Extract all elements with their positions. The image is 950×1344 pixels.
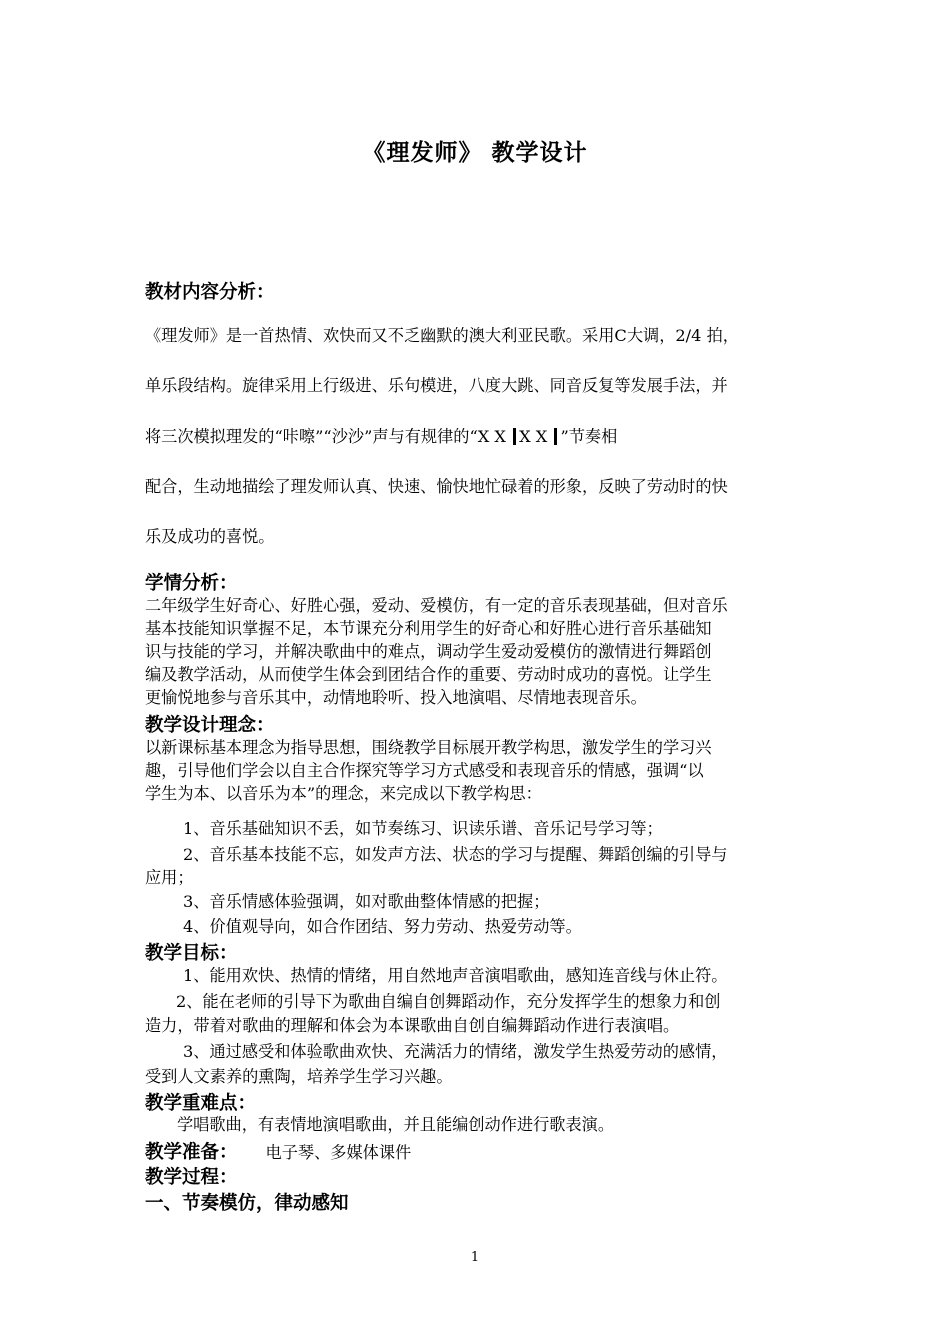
barline-mark (513, 428, 516, 445)
preparation-row (145, 1138, 411, 1164)
material-analysis-heading: 教材内容分析： (145, 282, 275, 303)
material-line-2: 单乐段结构。旋律采用上行级进、乐句模进，八度大跳、同音反复等发展手法，并 (145, 376, 728, 395)
material-line-5: 乐及成功的喜悦。 (145, 527, 275, 546)
page-number: 1 (470, 1250, 480, 1265)
student-analysis-heading: 学情分析： (145, 573, 238, 594)
concept-item-1: 1、音乐基础知识不丢，如节奏练习、识读乐谱、音乐记号学习等； (183, 819, 663, 838)
rhythm-text-after: ”节奏相 (560, 427, 618, 446)
preparation-heading: 教学准备： (145, 1142, 238, 1163)
teaching-goals-heading: 教学目标： (145, 943, 238, 964)
barline-mark (554, 428, 557, 445)
goal-item-2: 2、能在老师的引导下为歌曲自编自创舞蹈动作，充分发挥学生的想象力和创 (176, 992, 721, 1011)
concept-item-2: 2、音乐基本技能不忘，如发声方法、状态的学习与提醒、舞蹈创编的引导与 (183, 845, 728, 864)
concept-item-4: 4、价值观导向，如合作团结、努力劳动、热爱劳动等。 (183, 917, 582, 936)
concept-line-3: 学生为本、以音乐为本”的理念，来完成以下教学构思： (145, 784, 542, 803)
goal-item-3: 3、通过感受和体验歌曲欢快、充满活力的情绪，激发学生热爱劳动的感情， (183, 1042, 728, 1061)
rhythm-text-before: 将三次模拟理发的“咔嚓”“沙沙”声与有规律的“X X (145, 427, 512, 446)
process-section-1: 一、节奏模仿，律动感知 (145, 1193, 349, 1214)
goal-item-2-cont: 造力，带着对歌曲的理解和体会为本课歌曲自创自编舞蹈动作进行表演唱。 (145, 1016, 680, 1035)
student-line-5: 更愉悦地参与音乐其中，动情地聆听、投入地演唱、尽情地表现音乐。 (145, 688, 647, 707)
student-line-4: 编及教学活动，从而使学生体会到团结合作的重要、劳动时成功的喜悦。让学生 (145, 665, 712, 684)
student-line-3: 识与技能的学习，并解决歌曲中的难点，调动学生爱动爱模仿的激情进行舞蹈创 (145, 642, 712, 661)
design-concept-heading: 教学设计理念： (145, 715, 275, 736)
key-points-heading: 教学重难点： (145, 1093, 257, 1114)
material-line-1: 《理发师》是一首热情、欢快而又不乏幽默的澳大利亚民歌。采用C大调，2/4 拍， (145, 326, 739, 345)
document-title: 《理发师》 教学设计 (362, 140, 588, 166)
rhythm-text-mid: X X (519, 427, 553, 446)
student-line-2: 基本技能知识掌握不足，本节课充分利用学生的好奇心和好胜心进行音乐基础知 (145, 619, 712, 638)
goal-item-3-cont: 受到人文素养的熏陶，培养学生学习兴趣。 (145, 1067, 453, 1086)
concept-line-1: 以新课标基本理念为指导思想，围绕教学目标展开教学构思，激发学生的学习兴 (145, 738, 712, 757)
concept-item-2-cont: 应用； (145, 868, 194, 887)
material-line-4: 配合，生动地描绘了理发师认真、快速、愉快地忙碌着的形象，反映了劳动时的快 (145, 477, 728, 496)
student-line-1: 二年级学生好奇心、好胜心强，爱动、爱模仿，有一定的音乐表现基础，但对音乐 (145, 596, 728, 615)
concept-item-3: 3、音乐情感体验强调，如对歌曲整体情感的把握； (183, 892, 550, 911)
key-points-text: 学唱歌曲，有表情地演唱歌曲，并且能编创动作进行歌表演。 (177, 1115, 615, 1134)
preparation-text: 电子琴、多媒体课件 (265, 1143, 412, 1162)
concept-line-2: 趣，引导他们学会以自主合作探究等学习方式感受和表现音乐的情感，强调“以 (145, 761, 704, 780)
material-line-3 (145, 427, 617, 447)
goal-item-1: 1、能用欢快、热情的情绪，用自然地声音演唱歌曲，感知连音线与休止符。 (183, 966, 728, 985)
process-heading: 教学过程： (145, 1167, 238, 1188)
